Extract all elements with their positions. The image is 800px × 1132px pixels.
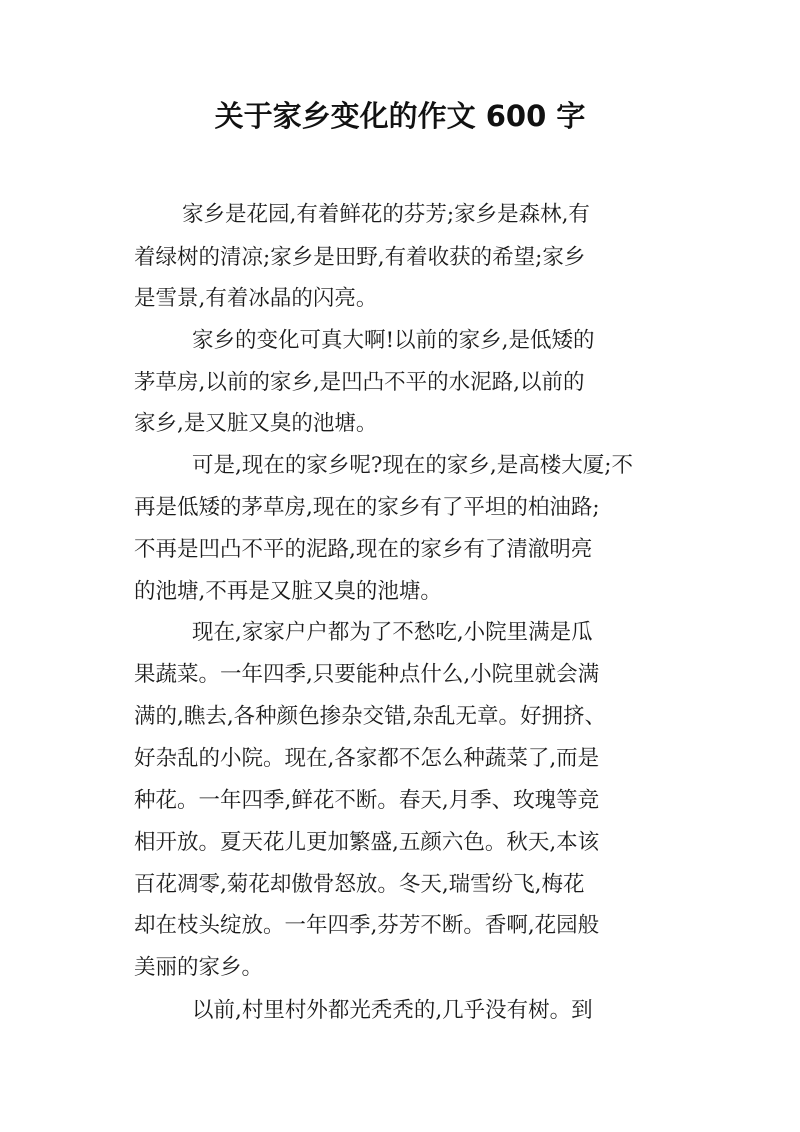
paragraph-4-line-5: 种花。一年四季,鲜花不断。春天,月季、玫瑰等竞: [134, 788, 600, 813]
document-title: 关于家乡变化的作文 600 字: [214, 99, 586, 133]
paragraph-4-line-7: 百花凋零,菊花却傲骨怒放。冬天,瑞雪纷飞,梅花: [134, 872, 585, 897]
paragraph-3-line-3: 不再是凹凸不平的泥路,现在的家乡有了清澈明亮: [134, 537, 593, 562]
paragraph-4-line-3: 满的,瞧去,各种颜色掺杂交错,杂乱无章。好拥挤、: [134, 704, 607, 729]
paragraph-3-line-4: 的池塘,不再是又脏又臭的池塘。: [134, 579, 442, 604]
paragraph-4-line-4: 好杂乱的小院。现在,各家都不怎么种蔬菜了,而是: [134, 746, 600, 771]
paragraph-1-line-3: 是雪景,有着冰晶的闪亮。: [134, 286, 378, 311]
paragraph-3-line-2: 再是低矮的茅草房,现在的家乡有了平坦的柏油路;: [134, 495, 600, 520]
paragraph-3-line-1: 可是,现在的家乡呢?现在的家乡,是高楼大厦;不: [192, 453, 633, 478]
paragraph-1-line-1: 家乡是花园,有着鲜花的芬芳;家乡是森林,有: [182, 202, 590, 227]
paragraph-5-line-1: 以前,村里村外都光秃秃的,几乎没有树。到: [192, 998, 593, 1023]
paragraph-4-line-6: 相开放。夏天花儿更加繁盛,五颜六色。秋天,本该: [134, 830, 600, 855]
paragraph-4-line-2: 果蔬菜。一年四季,只要能种点什么,小院里就会满: [134, 662, 600, 687]
paragraph-1-line-2: 着绿树的清凉;家乡是田野,有着收获的希望;家乡: [134, 245, 586, 270]
paragraph-4-line-1: 现在,家家户户都为了不愁吃,小院里满是瓜: [192, 620, 593, 645]
paragraph-2-line-2: 茅草房,以前的家乡,是凹凸不平的水泥路,以前的: [134, 370, 585, 395]
paragraph-4-line-9: 美丽的家乡。: [134, 955, 264, 980]
paragraph-2-line-3: 家乡,是又脏又臭的池塘。: [134, 411, 378, 436]
paragraph-2-line-1: 家乡的变化可真大啊!以前的家乡,是低矮的: [192, 328, 595, 353]
paragraph-4-line-8: 却在枝头绽放。一年四季,芬芳不断。香啊,花园般: [134, 913, 600, 938]
